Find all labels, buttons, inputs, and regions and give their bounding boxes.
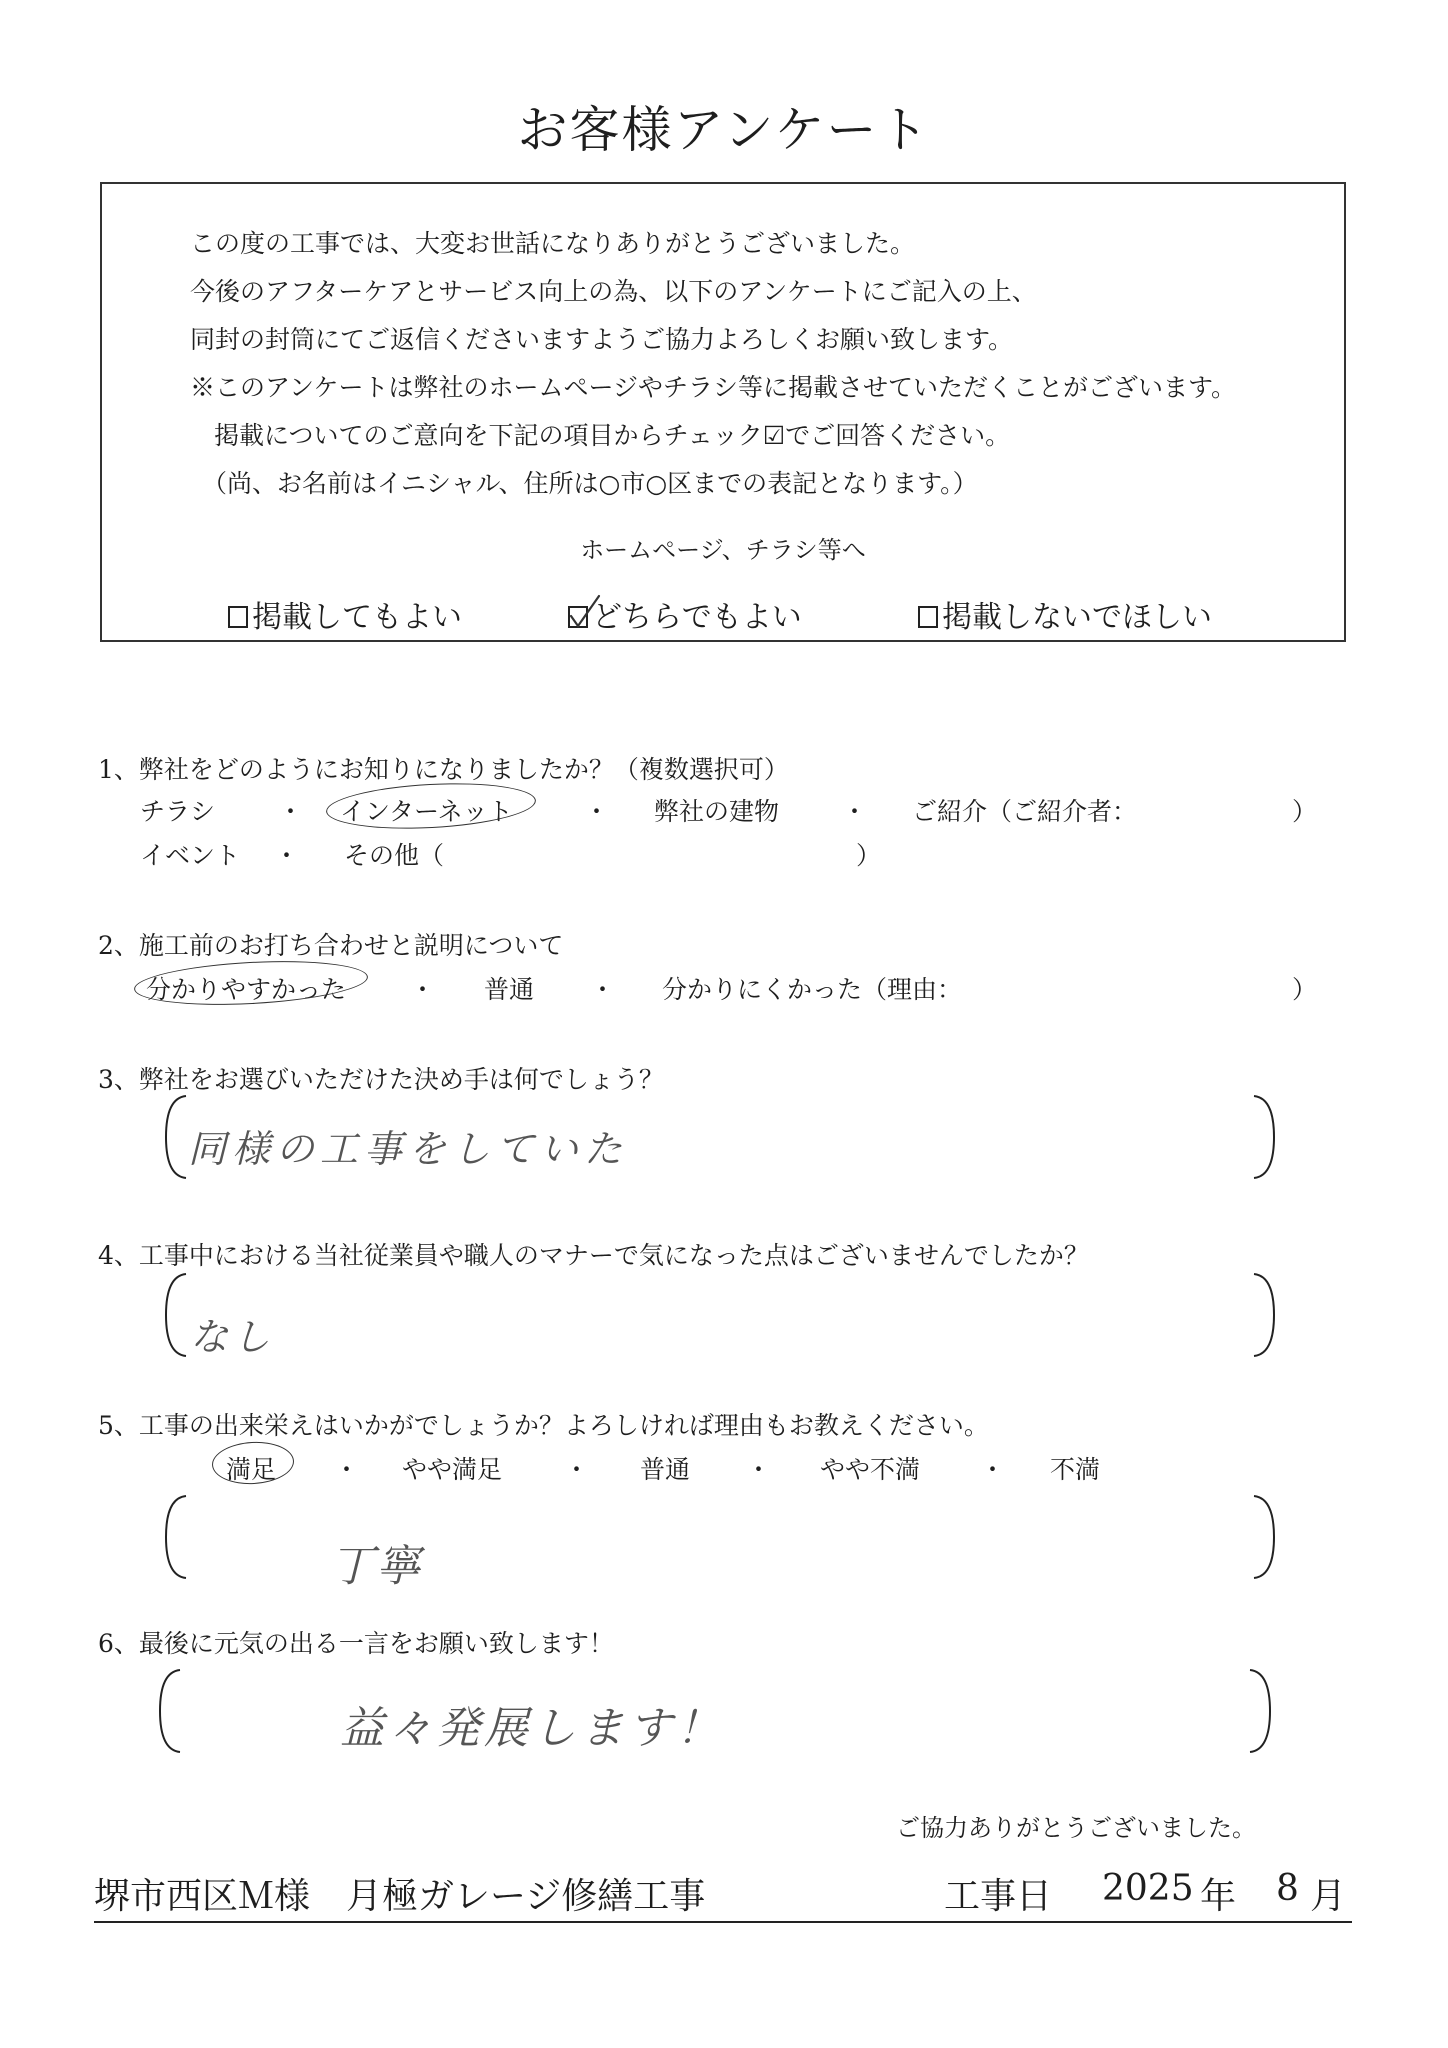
publish-heading: ホームページ、チラシ等へ xyxy=(580,536,866,564)
thanks-text: ご協力ありがとうございました。 xyxy=(896,1814,1256,1842)
footer-customer: 堺市西区Ｍ様 月極ガレージ修繕工事 xyxy=(94,1876,706,1917)
checkbox-icon[interactable] xyxy=(228,606,248,628)
q5-separator: ・ xyxy=(334,1455,360,1484)
left-bracket-icon xyxy=(160,1272,190,1358)
left-bracket-icon xyxy=(160,1494,190,1580)
q5-separator: ・ xyxy=(980,1455,1006,1484)
q5-separator: ・ xyxy=(564,1455,590,1484)
page-title: お客様アンケート xyxy=(517,101,931,159)
q1-option-flyer[interactable]: チラシ xyxy=(140,797,216,826)
q5-option-unsatisfied[interactable]: 不満 xyxy=(1050,1455,1101,1484)
intro-box xyxy=(100,182,1346,642)
publish-option-deny[interactable] xyxy=(918,592,1212,636)
q2-question: 2、施工前のお打ち合わせと説明について xyxy=(98,931,564,960)
publish-option-either[interactable] xyxy=(568,592,802,636)
right-bracket-icon xyxy=(1246,1668,1276,1754)
footer-underline xyxy=(94,1921,1352,1923)
q2-option-normal[interactable]: 普通 xyxy=(484,975,535,1004)
q2-option-unclear[interactable]: 分かりにくかった（理由： xyxy=(662,975,963,1004)
publish-option-label: どちらでもよい xyxy=(592,600,802,635)
q2-option-clear[interactable]: 分かりやすかった xyxy=(146,975,347,1004)
intro-line-1: この度の工事では、大変お世話になりありがとうございました。 xyxy=(190,229,916,258)
q2-reason-close: ） xyxy=(1292,975,1318,1004)
q1-other-close: ） xyxy=(856,841,882,870)
q5-option-normal[interactable]: 普通 xyxy=(640,1455,691,1484)
q6-answer[interactable]: 益々発展します！ xyxy=(340,1703,724,1754)
footer-year: 2025 xyxy=(1102,1868,1194,1909)
footer-year-unit: 年 xyxy=(1200,1876,1237,1917)
q2-separator: ・ xyxy=(410,975,436,1004)
publish-option-label: 掲載しないでほしい xyxy=(942,600,1212,635)
q1-separator: ・ xyxy=(274,841,300,870)
q1-separator: ・ xyxy=(584,797,610,826)
q1-option-event[interactable]: イベント xyxy=(140,841,241,870)
publish-option-allow[interactable] xyxy=(228,592,462,636)
right-bracket-icon xyxy=(1250,1094,1280,1180)
checkbox-icon[interactable] xyxy=(918,606,938,628)
q5-option-satisfied[interactable]: 満足 xyxy=(226,1455,277,1484)
q3-answer[interactable]: 同様の工事をしていた xyxy=(188,1127,629,1171)
q1-separator: ・ xyxy=(278,797,304,826)
q1-option-internet[interactable]: インターネット xyxy=(340,797,513,826)
q1-option-other[interactable]: その他（ xyxy=(344,841,445,870)
intro-line-4: ※このアンケートは弊社のホームページやチラシ等に掲載させていただくことがございます。 xyxy=(190,373,1237,402)
q5-separator: ・ xyxy=(746,1455,772,1484)
intro-line-3: 同封の封筒にてご返信くださいますようご協力よろしくお願い致します。 xyxy=(190,325,1014,354)
q5-option-somewhat-satisfied[interactable]: やや満足 xyxy=(402,1455,503,1484)
q1-option-building[interactable]: 弊社の建物 xyxy=(654,797,780,826)
intro-line-5: 掲載についてのご意向を下記の項目からチェック☑でご回答ください。 xyxy=(214,421,1011,450)
publish-option-label: 掲載してもよい xyxy=(252,600,462,635)
right-bracket-icon xyxy=(1250,1494,1280,1580)
footer-date-label: 工事日 xyxy=(944,1876,1053,1917)
q5-answer[interactable]: 丁寧 xyxy=(330,1541,422,1592)
left-bracket-icon xyxy=(160,1094,190,1180)
q6-question: 6、最後に元気の出る一言をお願い致します！ xyxy=(98,1629,614,1658)
q1-option-referral[interactable]: ご紹介（ご紹介者： xyxy=(912,797,1138,826)
q1-question: 1、弊社をどのようにお知りになりましたか？（複数選択可） xyxy=(98,755,789,784)
q1-separator: ・ xyxy=(842,797,868,826)
q5-question: 5、工事の出来栄えはいかがでしょうか？よろしければ理由もお教えください。 xyxy=(98,1411,989,1440)
checked-checkbox-icon[interactable] xyxy=(568,606,588,628)
intro-line-2: 今後のアフターケアとサービス向上の為、以下のアンケートにご記入の上、 xyxy=(190,277,1037,306)
q2-separator: ・ xyxy=(590,975,616,1004)
checkmark-icon xyxy=(568,594,602,630)
left-bracket-icon xyxy=(154,1668,184,1754)
footer-month-unit: 月 xyxy=(1310,1876,1347,1917)
q5-option-somewhat-unsatisfied[interactable]: やや不満 xyxy=(820,1455,921,1484)
right-bracket-icon xyxy=(1250,1272,1280,1358)
footer-month: 8 xyxy=(1276,1868,1299,1909)
intro-line-6: （尚、お名前はイニシャル、住所は○市○区までの表記となります。） xyxy=(202,469,978,498)
q3-question: 3、弊社をお選びいただけた決め手は何でしょう？ xyxy=(98,1065,664,1094)
q1-referral-close: ） xyxy=(1292,797,1318,826)
q4-question: 4、工事中における当社従業員や職人のマナーで気になった点はございませんでしたか？ xyxy=(98,1241,1089,1270)
q4-answer[interactable]: なし xyxy=(190,1315,275,1359)
selection-circle xyxy=(211,1440,295,1486)
